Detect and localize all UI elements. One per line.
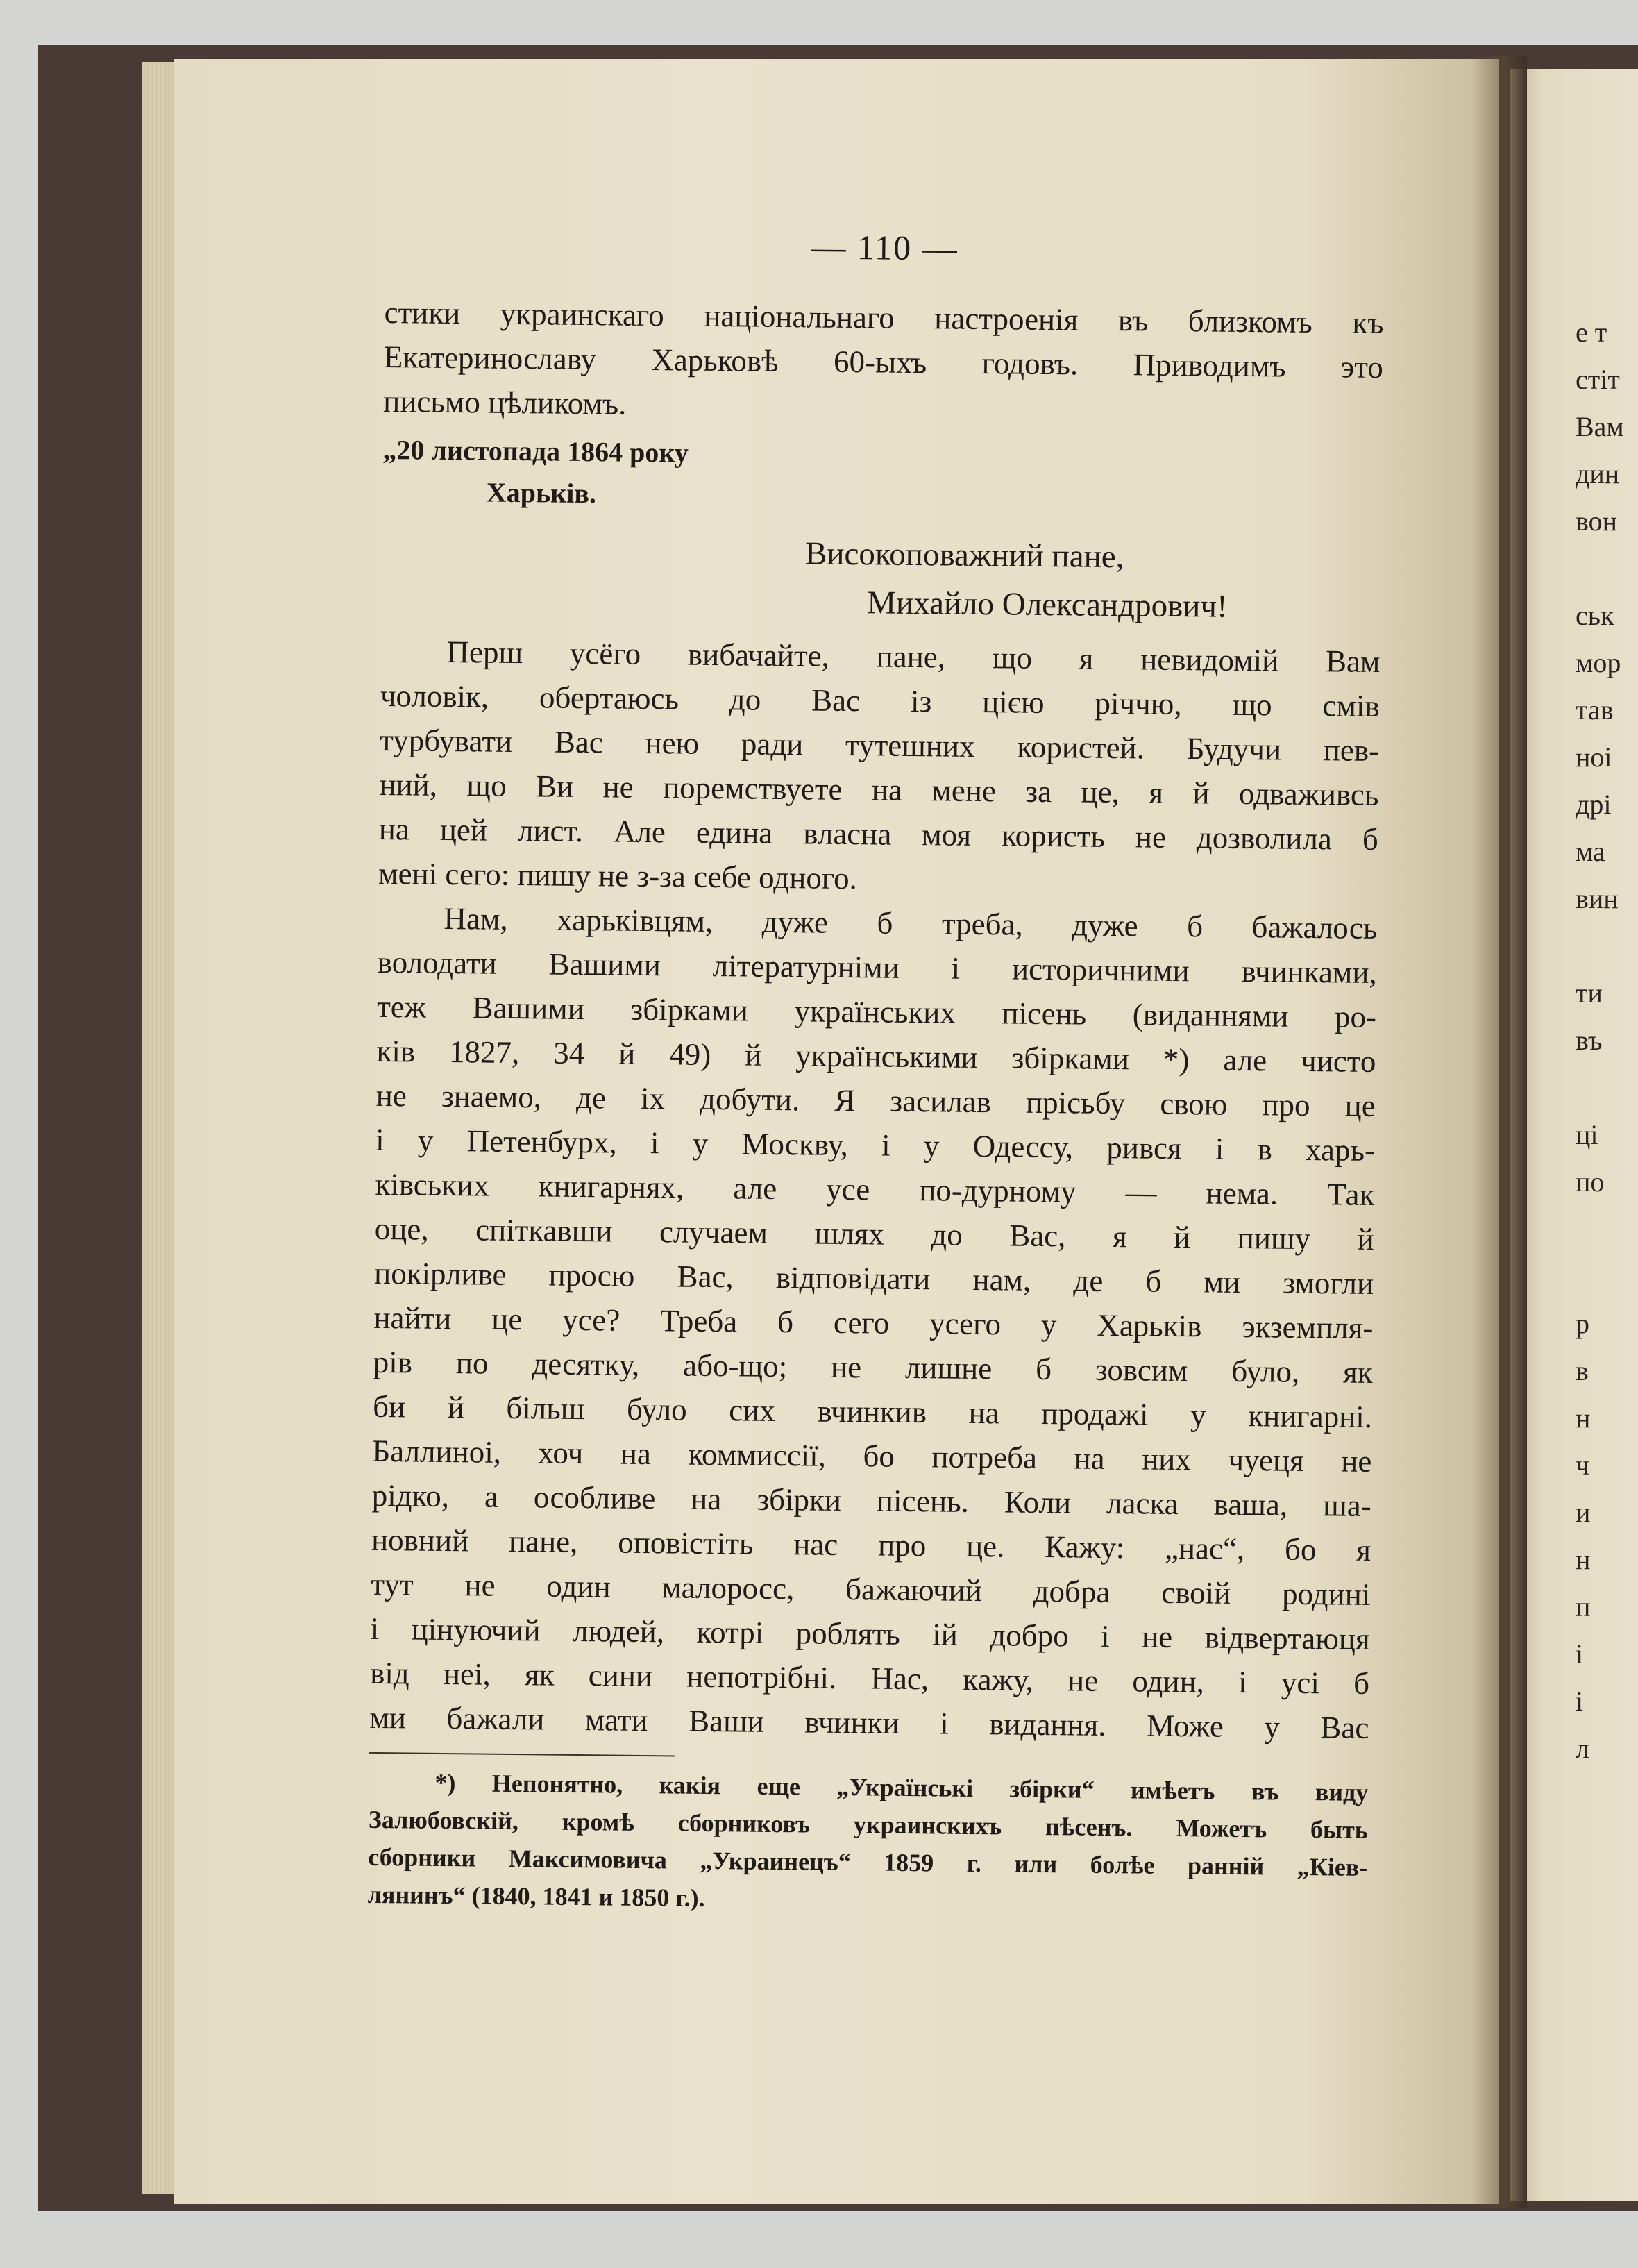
- next-page-fragment: п: [1576, 1591, 1591, 1622]
- text-line: рідко, а особливе на збірки пісень. Коли ласка ваша, ша-: [371, 1477, 1371, 1523]
- text-line: Баллиноі, хоч на коммиссії, бо потреба на них чуеця не: [372, 1433, 1372, 1479]
- intro-paragraph: [383, 290, 1384, 434]
- text-line: ківських книгарнях, але усе по-дурному — нема. Так: [375, 1166, 1375, 1213]
- next-page-fragment: [1576, 545, 1638, 592]
- page-content: [367, 222, 1384, 1924]
- text-line: від неі, як сини непотрібні. Нас, кажу, не один, і усі б: [369, 1655, 1370, 1701]
- next-page-fragment: л: [1576, 1733, 1589, 1764]
- text-line: не знаемо, де іх добути. Я засилав прісьбу свою про це: [375, 1077, 1376, 1124]
- text-line: Нам, харьківцям, дуже б треба, дуже б бажалось: [444, 900, 1378, 946]
- next-page-fragment: ма: [1576, 836, 1605, 867]
- footnote: [367, 1763, 1368, 1924]
- footnote-line: *) Непонятно, какія еще „Українські збірки“ имѣетъ въ виду: [434, 1768, 1369, 1806]
- letter-paragraph-1: [378, 629, 1381, 906]
- next-page-fragment: н: [1576, 1544, 1591, 1575]
- next-page-fragment: мор: [1576, 647, 1621, 678]
- text-line: рів по десятку, або-що; не лишне б зовсим було, як: [373, 1344, 1373, 1390]
- text-line: турбувати Вас нею ради тутешних користей. Будучи пев-: [379, 722, 1380, 768]
- next-page-fragment: стіт: [1576, 364, 1620, 395]
- book-gutter: [1471, 56, 1527, 2208]
- text-line: тут не один малоросс, бажаючий добра своій родині: [371, 1566, 1371, 1612]
- next-page-fragment: ноі: [1576, 741, 1612, 773]
- next-page-fragment: н: [1576, 1402, 1591, 1434]
- next-page-fragment: і: [1576, 1638, 1584, 1670]
- footnote-divider: [369, 1752, 675, 1757]
- next-page-fragment: е т: [1576, 317, 1607, 348]
- next-page-fragment: и: [1576, 1497, 1591, 1528]
- footnote-line: Залюбовскій, кромѣ сборниковъ украинскихъ пѣсенъ. Можетъ быть: [368, 1805, 1369, 1844]
- text-line: Перш усёго вибачайте, пане, що я невидомій Вам: [446, 634, 1381, 680]
- page-number: — 110 —: [811, 227, 959, 268]
- next-page-fragment: тав: [1576, 694, 1614, 725]
- next-page-fragment: [1576, 1064, 1638, 1111]
- text-line: покірливе просю Вас, відповідати нам, де б ми змогли: [373, 1255, 1374, 1301]
- text-line: чоловік, обертаюсь до Вас із цією річчю, що смів: [380, 678, 1381, 724]
- text-line: стики украинскаго національнаго настроенія въ близкомъ къ: [384, 294, 1384, 341]
- text-line: ми бажали мати Ваши вчинки і видання. Може у Вас: [369, 1699, 1369, 1745]
- next-page-text: [1576, 309, 1638, 1772]
- text-line: оце, спіткавши случаем шлях до Вас, я й пишу й: [374, 1211, 1374, 1257]
- text-line: і цінуючий людей, котрі роблять ій добро і не відвертаюця: [370, 1611, 1370, 1656]
- next-page-fragment: дрі: [1576, 789, 1612, 820]
- next-page-fragment: въ: [1576, 1025, 1603, 1056]
- next-page-fragment: вон: [1576, 505, 1618, 537]
- text-line: ків 1827, 34 й 49) й українськими збірками *) але чисто: [376, 1033, 1376, 1080]
- next-page-fragment: ти: [1576, 977, 1603, 1009]
- next-page-fragment: [1576, 1253, 1638, 1300]
- next-page-fragment: ч: [1576, 1450, 1590, 1481]
- text-line: письмо цѣликомъ.: [383, 383, 627, 421]
- text-line: би й більш було сих вчинкив на продажі у книгарні.: [372, 1388, 1373, 1434]
- next-page-fragment: [1576, 923, 1638, 970]
- next-page-fragment: [1576, 1206, 1638, 1253]
- text-line: новний пане, оповістіть нас про це. Кажу: „нас“, бо я: [371, 1522, 1371, 1568]
- text-line: на цей лист. Але едина власна моя користь не дозволила б: [378, 811, 1379, 857]
- text-line: теж Вашими збірками українських пісень (виданнями ро-: [376, 989, 1377, 1035]
- next-page-fragment: дин: [1576, 458, 1620, 489]
- next-page-fragment: Вам: [1576, 411, 1624, 442]
- salutation-line-1: Високоповажний пане,: [804, 535, 1124, 576]
- text-line: і у Петенбурх, і у Москву, і у Одессу, рився і в харь-: [375, 1122, 1376, 1168]
- next-page-fragment: по: [1576, 1166, 1605, 1198]
- letter-paragraph-2: [369, 896, 1378, 1750]
- next-page-fragment: в: [1576, 1355, 1589, 1386]
- text-line: ний, що Ви не поремствуете на мене за це, я й одваживсь: [379, 766, 1379, 813]
- letter-place: Харьків.: [486, 476, 597, 510]
- next-page-fragment: ськ: [1576, 600, 1614, 631]
- text-line: Екатеринославу Харьковѣ 60-ыхъ годовъ. Приводимъ это: [383, 339, 1384, 385]
- footnote-line: лянинъ“ (1840, 1841 и 1850 г.).: [367, 1880, 705, 1912]
- next-page-fragment: і: [1576, 1686, 1584, 1717]
- letter-date: „20 листопада 1864 року: [382, 433, 689, 469]
- footnote-line: сборники Максимовича „Украинецъ“ 1859 г. или болѣе ранній „Кіев-: [368, 1842, 1368, 1881]
- next-page-fragment: ці: [1576, 1119, 1598, 1150]
- next-page-fragment: р: [1576, 1308, 1589, 1339]
- text-line: мені сего: пишу не з-за себе одного.: [378, 855, 858, 896]
- salutation-line-2: Михайло Олександрович!: [867, 585, 1228, 625]
- text-line: найти це усе? Треба б сего усего у Харьків экземпля-: [373, 1300, 1374, 1345]
- next-page-fragment: вин: [1576, 883, 1619, 914]
- text-line: володати Вашими літературніми і историчними вчинками,: [377, 944, 1378, 991]
